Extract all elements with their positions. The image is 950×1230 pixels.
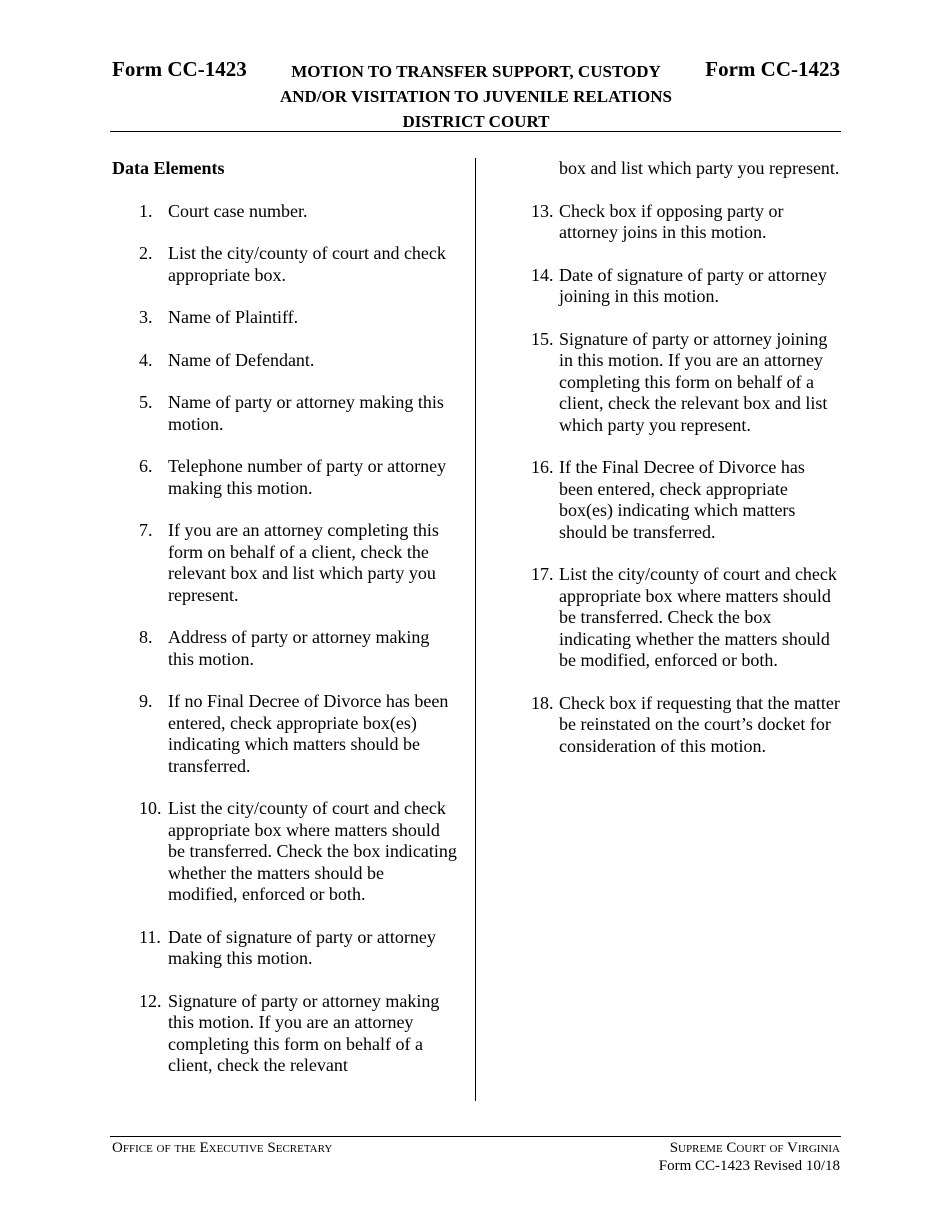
item-number: 10.	[139, 798, 162, 818]
item-text: Check box if requesting that the matter be reinstated on the court’s docket for consideration of this motion.	[559, 692, 840, 756]
item-number: 8.	[139, 627, 153, 647]
list-item	[112, 627, 457, 670]
item-text: Address of party or attorney making this motion.	[168, 627, 430, 669]
item-text: Date of signature of party or attorney making this motion.	[168, 926, 436, 968]
column-divider	[475, 158, 476, 1101]
item-number: 3.	[139, 307, 153, 327]
item-text: Name of party or attorney making this motion.	[168, 392, 444, 434]
item-number: 13.	[531, 200, 554, 221]
item-text: Court case number.	[168, 200, 308, 221]
list-item	[112, 927, 457, 970]
item-text: If the Final Decree of Divorce has been entered, check appropriate box(es) indicating which matters should be transferred.	[559, 457, 805, 542]
item-number: 5.	[139, 392, 153, 412]
list-item	[112, 243, 457, 286]
item-text: Signature of party or attorney making this motion. If you are an attorney completing this form on behalf of a client, check the relevant	[168, 990, 440, 1075]
item-number: 15.	[531, 328, 554, 349]
item-text: List the city/county of court and check appropriate box.	[168, 243, 446, 285]
list-item	[112, 307, 457, 329]
item-text: Name of Plaintiff.	[168, 307, 299, 327]
footer-right-block	[659, 1139, 840, 1175]
data-elements-list-right	[531, 201, 843, 758]
item-number: 4.	[139, 349, 153, 370]
form-title-line-2: AND/OR VISITATION TO JUVENILE RELATIONS	[279, 87, 673, 106]
item-text: Date of signature of party or attorney joining in this motion.	[559, 264, 827, 306]
item-number: 16.	[531, 457, 554, 477]
item-number: 11.	[139, 926, 161, 947]
item-text: Signature of party or attorney joining in this motion. If you are an attorney completing this form on behalf of a client, check the relevant box and list which party you represent.	[559, 328, 828, 435]
footer-form-revision: Form CC-1423 Revised 10/18	[658, 1158, 840, 1174]
item-12-continuation: box and list which party you represent.	[559, 158, 840, 178]
form-title-line-3: DISTRICT COURT	[402, 112, 550, 131]
right-column	[531, 158, 843, 778]
item-number: 14.	[531, 264, 554, 285]
list-item	[112, 798, 457, 906]
item-number: 2.	[139, 243, 153, 263]
header-rule	[110, 131, 841, 132]
item-text: If you are an attorney completing this form on behalf of a client, check the relevant box and list which party you represent.	[168, 520, 439, 605]
list-item	[112, 991, 457, 1077]
document-header	[112, 56, 840, 132]
item-text: List the city/county of court and check appropriate box where matters should be transferred. Check the box indicating whether the matters should be modified, enforced or both.	[168, 798, 457, 904]
left-column	[112, 158, 457, 1098]
list-item	[112, 201, 457, 223]
form-number-right: Form CC-1423	[705, 57, 840, 81]
list-item	[112, 456, 457, 499]
item-text: List the city/county of court and check appropriate box where matters should be transferred. Check the box indicating whether the matters should be modified, enforced or both.	[559, 564, 837, 670]
item-text: Check box if opposing party or attorney joins in this motion.	[559, 200, 784, 242]
item-number: 1.	[139, 200, 153, 221]
list-item	[531, 201, 843, 244]
footer-court: Supreme Court of Virginia	[669, 1140, 840, 1156]
list-item	[112, 392, 457, 435]
form-title-line-1: MOTION TO TRANSFER SUPPORT, CUSTODY	[291, 62, 661, 81]
list-item	[112, 350, 457, 372]
item-text: If no Final Decree of Divorce has been entered, check appropriate box(es) indicating which matters should be transferred.	[168, 691, 449, 776]
section-heading: Data Elements	[112, 158, 225, 178]
item-number: 6.	[139, 456, 153, 476]
list-item	[112, 691, 457, 777]
list-item	[531, 457, 843, 543]
item-text: Name of Defendant.	[168, 349, 315, 370]
list-item	[531, 693, 843, 758]
list-item	[531, 265, 843, 308]
form-number-left: Form CC-1423	[112, 57, 247, 81]
list-item	[112, 520, 457, 606]
list-item	[531, 329, 843, 437]
item-text: Telephone number of party or attorney making this motion.	[168, 456, 447, 498]
item-number: 18.	[531, 692, 554, 713]
footer-rule	[110, 1136, 841, 1137]
item-number: 7.	[139, 520, 153, 540]
item-number: 9.	[139, 691, 153, 711]
item-number: 12.	[139, 990, 162, 1011]
item-number: 17.	[531, 564, 554, 584]
footer-office: Office of the Executive Secretary	[112, 1140, 333, 1156]
list-item	[531, 564, 843, 672]
data-elements-list-left	[112, 201, 457, 1077]
